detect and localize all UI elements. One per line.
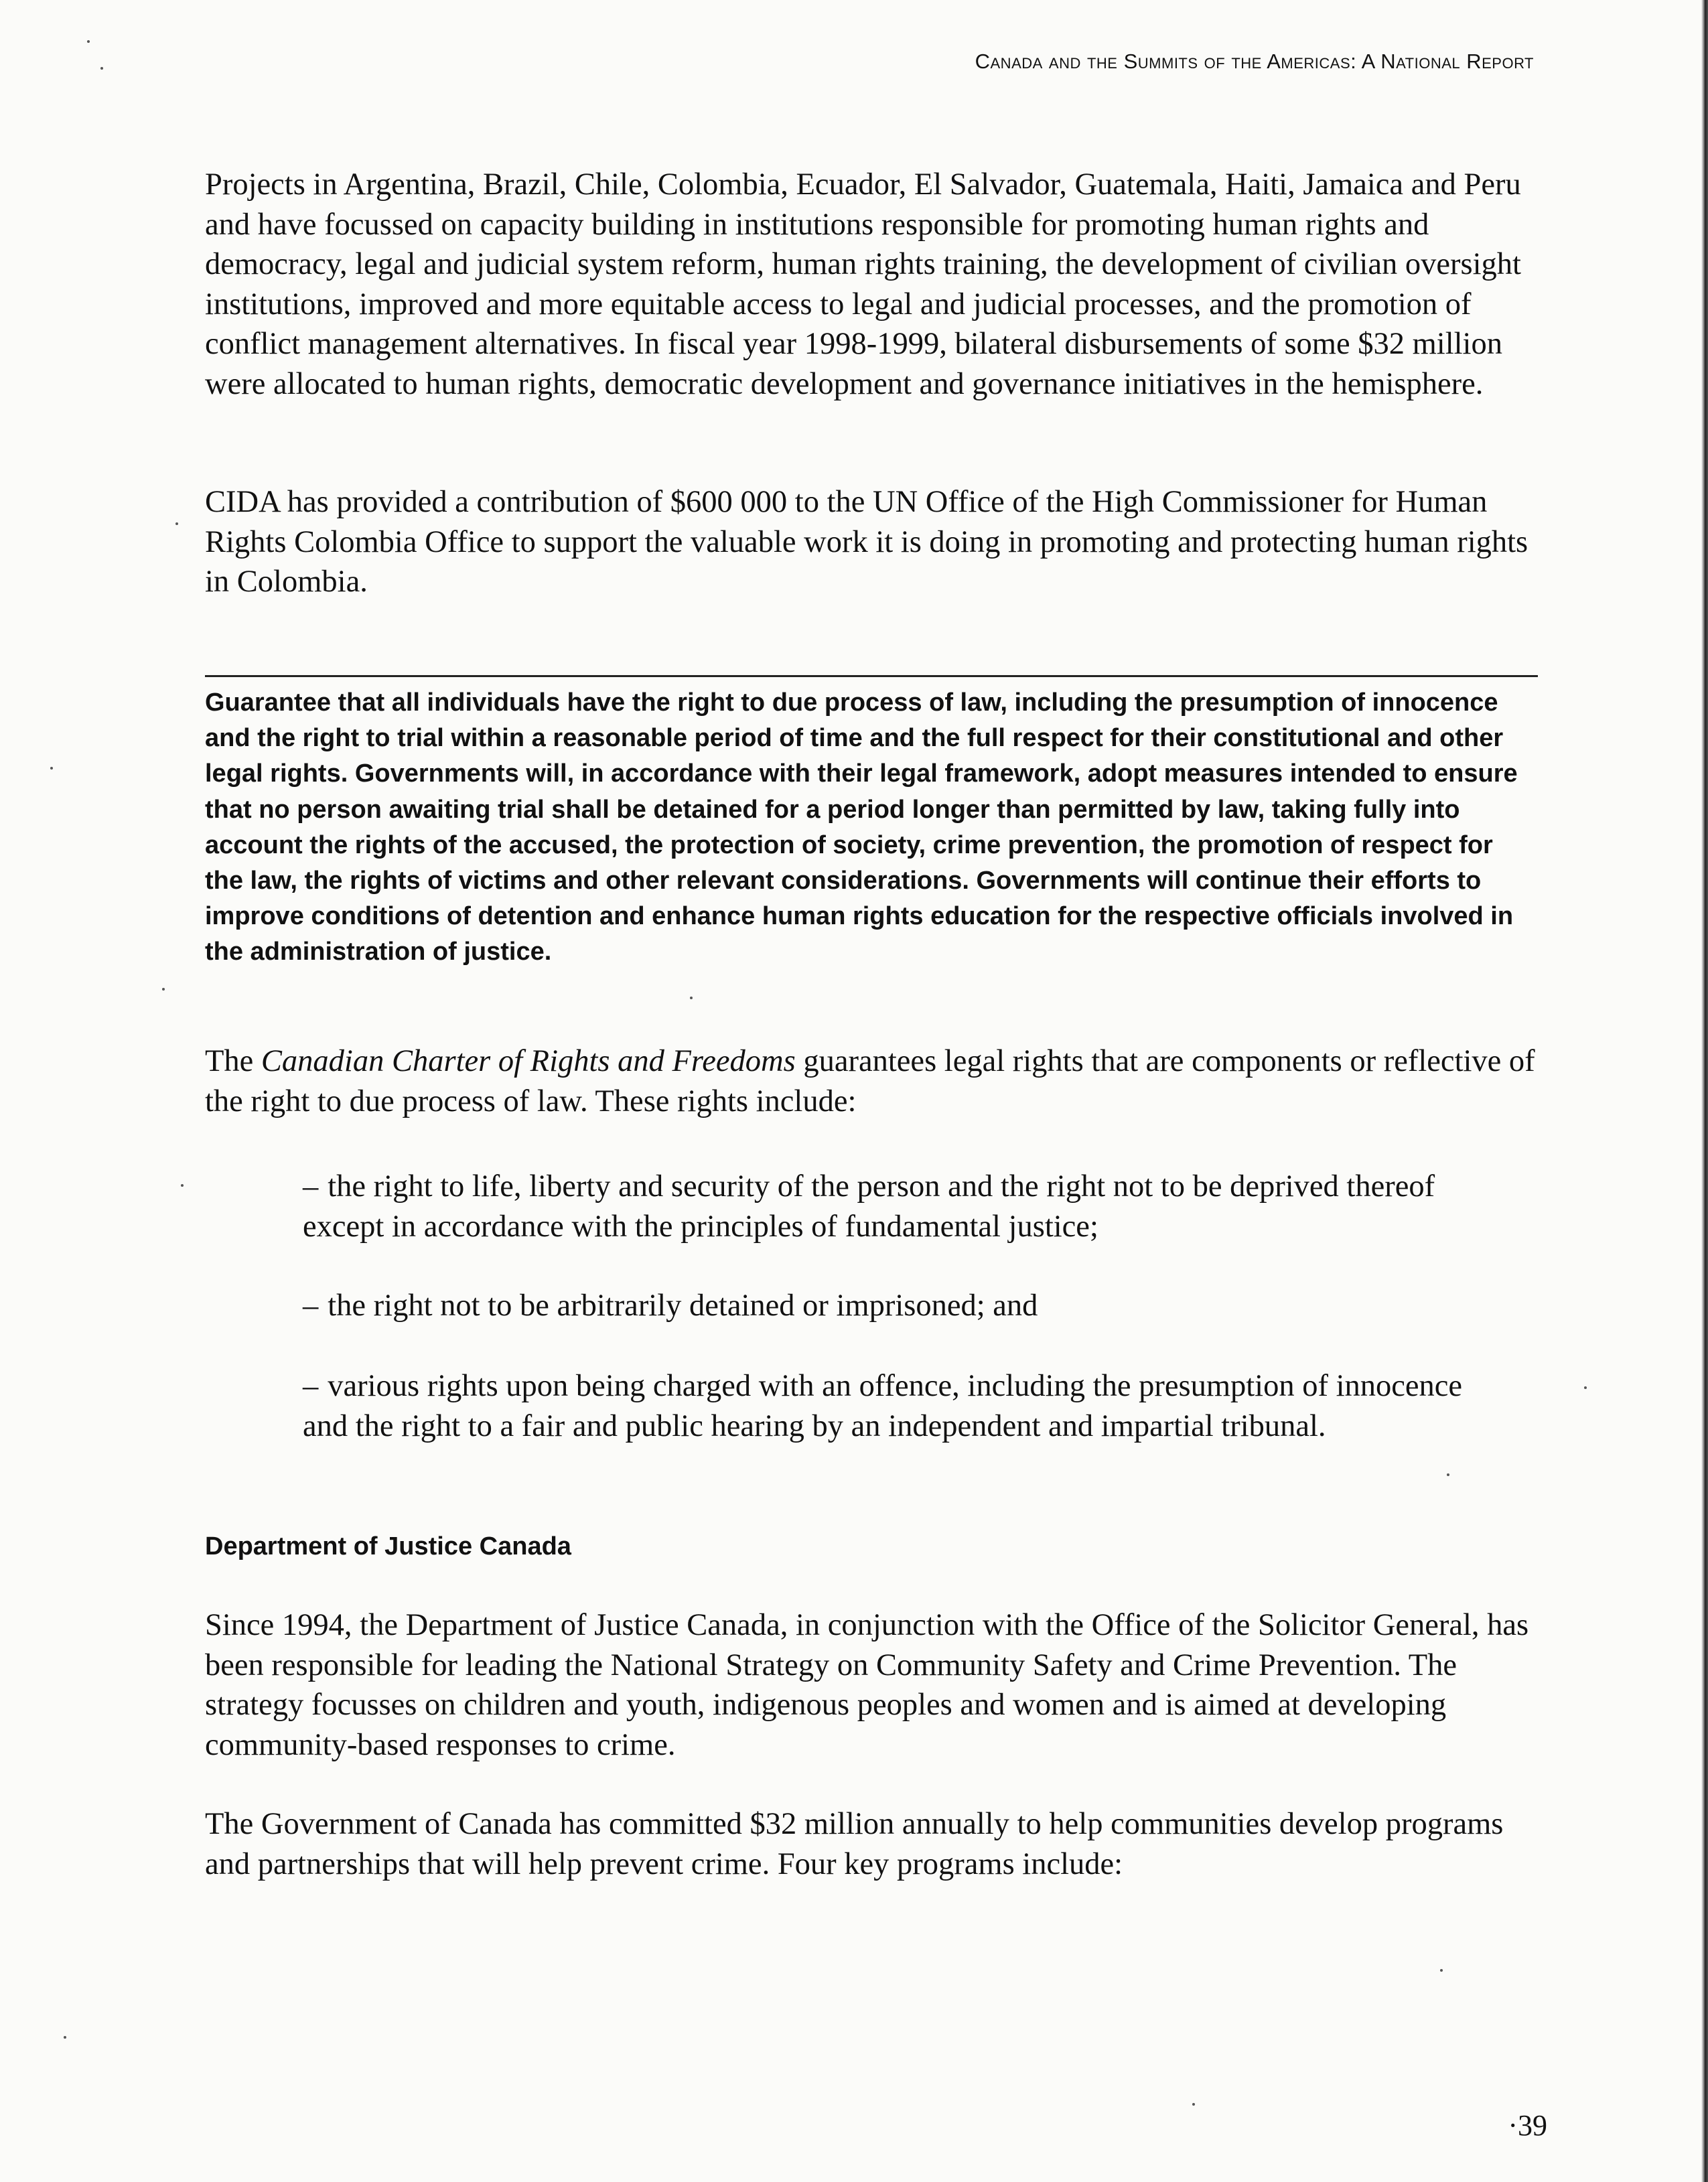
paragraph-justice-strategy: Since 1994, the Department of Justice Canada, in conjunction with the Office of the Solicitor General, has been responsible for leading the National Strategy on Community Safety and Crime Prevention. The strategy focusses on children and youth, indigenous peoples and women and is aimed at developing community-based responses to crime. bbox=[205, 1608, 1529, 1762]
list-item-text: various rights upon being charged with an offence, including the presumption of innocence and the right to a fair and public hearing by an independent and impartial tribunal. bbox=[303, 1369, 1463, 1443]
list-item bbox=[303, 1366, 1508, 1446]
scan-speck bbox=[181, 1184, 184, 1187]
guarantee-statement: Guarantee that all individuals have the right to due process of law, including the presumption of innocence and the right to trial within a reasonable period of time and the full respect for their constitutional and other legal rights. Governments will, in accordance with their legal framework, adopt measures intended to ensure that no person awaiting trial shall be detained for a period longer than permitted by law, taking fully into account the rights of the accused, the protection of society, crime prevention, the promotion of respect for the law, the rights of victims and other relevant considerations. Governments will continue their efforts to improve conditions of detention and enhance human rights education for the respective officials involved in the administration of justice. bbox=[205, 688, 1518, 966]
scan-speck bbox=[1447, 1473, 1449, 1476]
scan-speck bbox=[64, 2036, 66, 2039]
paragraph-charter bbox=[205, 1041, 1538, 1121]
scan-speck bbox=[175, 522, 178, 525]
running-header: Canada and the Summits of the Americas: A National Report bbox=[975, 50, 1534, 73]
list-item bbox=[303, 1167, 1508, 1246]
scan-speck bbox=[1440, 1969, 1443, 1972]
paragraph-cida-contribution: CIDA has provided a contribution of $600 000 to the UN Office of the High Commissioner for Human Rights Colombia Office to support the valuable work it is doing in promoting and protecting human rights in Colombia. bbox=[205, 485, 1528, 599]
scan-speck bbox=[1584, 1386, 1587, 1389]
charter-rest-text: guarantees legal rights that are components or reflective of the right to due process of law. These rights include: bbox=[205, 1044, 1535, 1118]
charter-intro-text: The bbox=[205, 1044, 261, 1078]
list-item bbox=[303, 1286, 1508, 1326]
page-edge bbox=[1701, 0, 1708, 2182]
page-number: ·39 bbox=[1508, 2109, 1547, 2142]
dash-marker: – bbox=[303, 1169, 319, 1204]
scan-speck bbox=[690, 997, 693, 999]
section-divider bbox=[205, 675, 1538, 677]
list-item-text: the right to life, liberty and security of the person and the right not to be deprived thereof except in accordance with the principles of fundamental justice; bbox=[303, 1169, 1435, 1244]
scan-speck bbox=[87, 40, 90, 43]
scan-speck bbox=[162, 988, 165, 991]
scan-speck bbox=[1192, 2103, 1195, 2106]
paragraph-funding: The Government of Canada has committed $32 million annually to help communities develop programs and partnerships that will help prevent crime. Four key programs include: bbox=[205, 1807, 1504, 1881]
section-heading: Department of Justice Canada bbox=[205, 1532, 571, 1560]
scan-speck bbox=[50, 767, 53, 770]
dash-marker: – bbox=[303, 1369, 319, 1403]
list-item-text: the right not to be arbitrarily detained or imprisoned; and bbox=[328, 1289, 1038, 1323]
scan-speck bbox=[100, 67, 103, 70]
dash-marker: – bbox=[303, 1289, 319, 1323]
paragraph-projects: Projects in Argentina, Brazil, Chile, Colombia, Ecuador, El Salvador, Guatemala, Haiti, Jamaica and Peru and have focussed on capacity building in institutions responsible for promoting human rights and democracy, legal and judicial system reform, human rights training, the development of civilian oversight institutions, improved and more equitable access to legal and judicial processes, and the promotion of conflict management alternatives. In fiscal year 1998-1999, bilateral disbursements of some $32 million were allocated to human rights, democratic development and governance initiatives in the hemisphere. bbox=[205, 167, 1521, 401]
charter-title: Canadian Charter of Rights and Freedoms bbox=[261, 1044, 796, 1078]
